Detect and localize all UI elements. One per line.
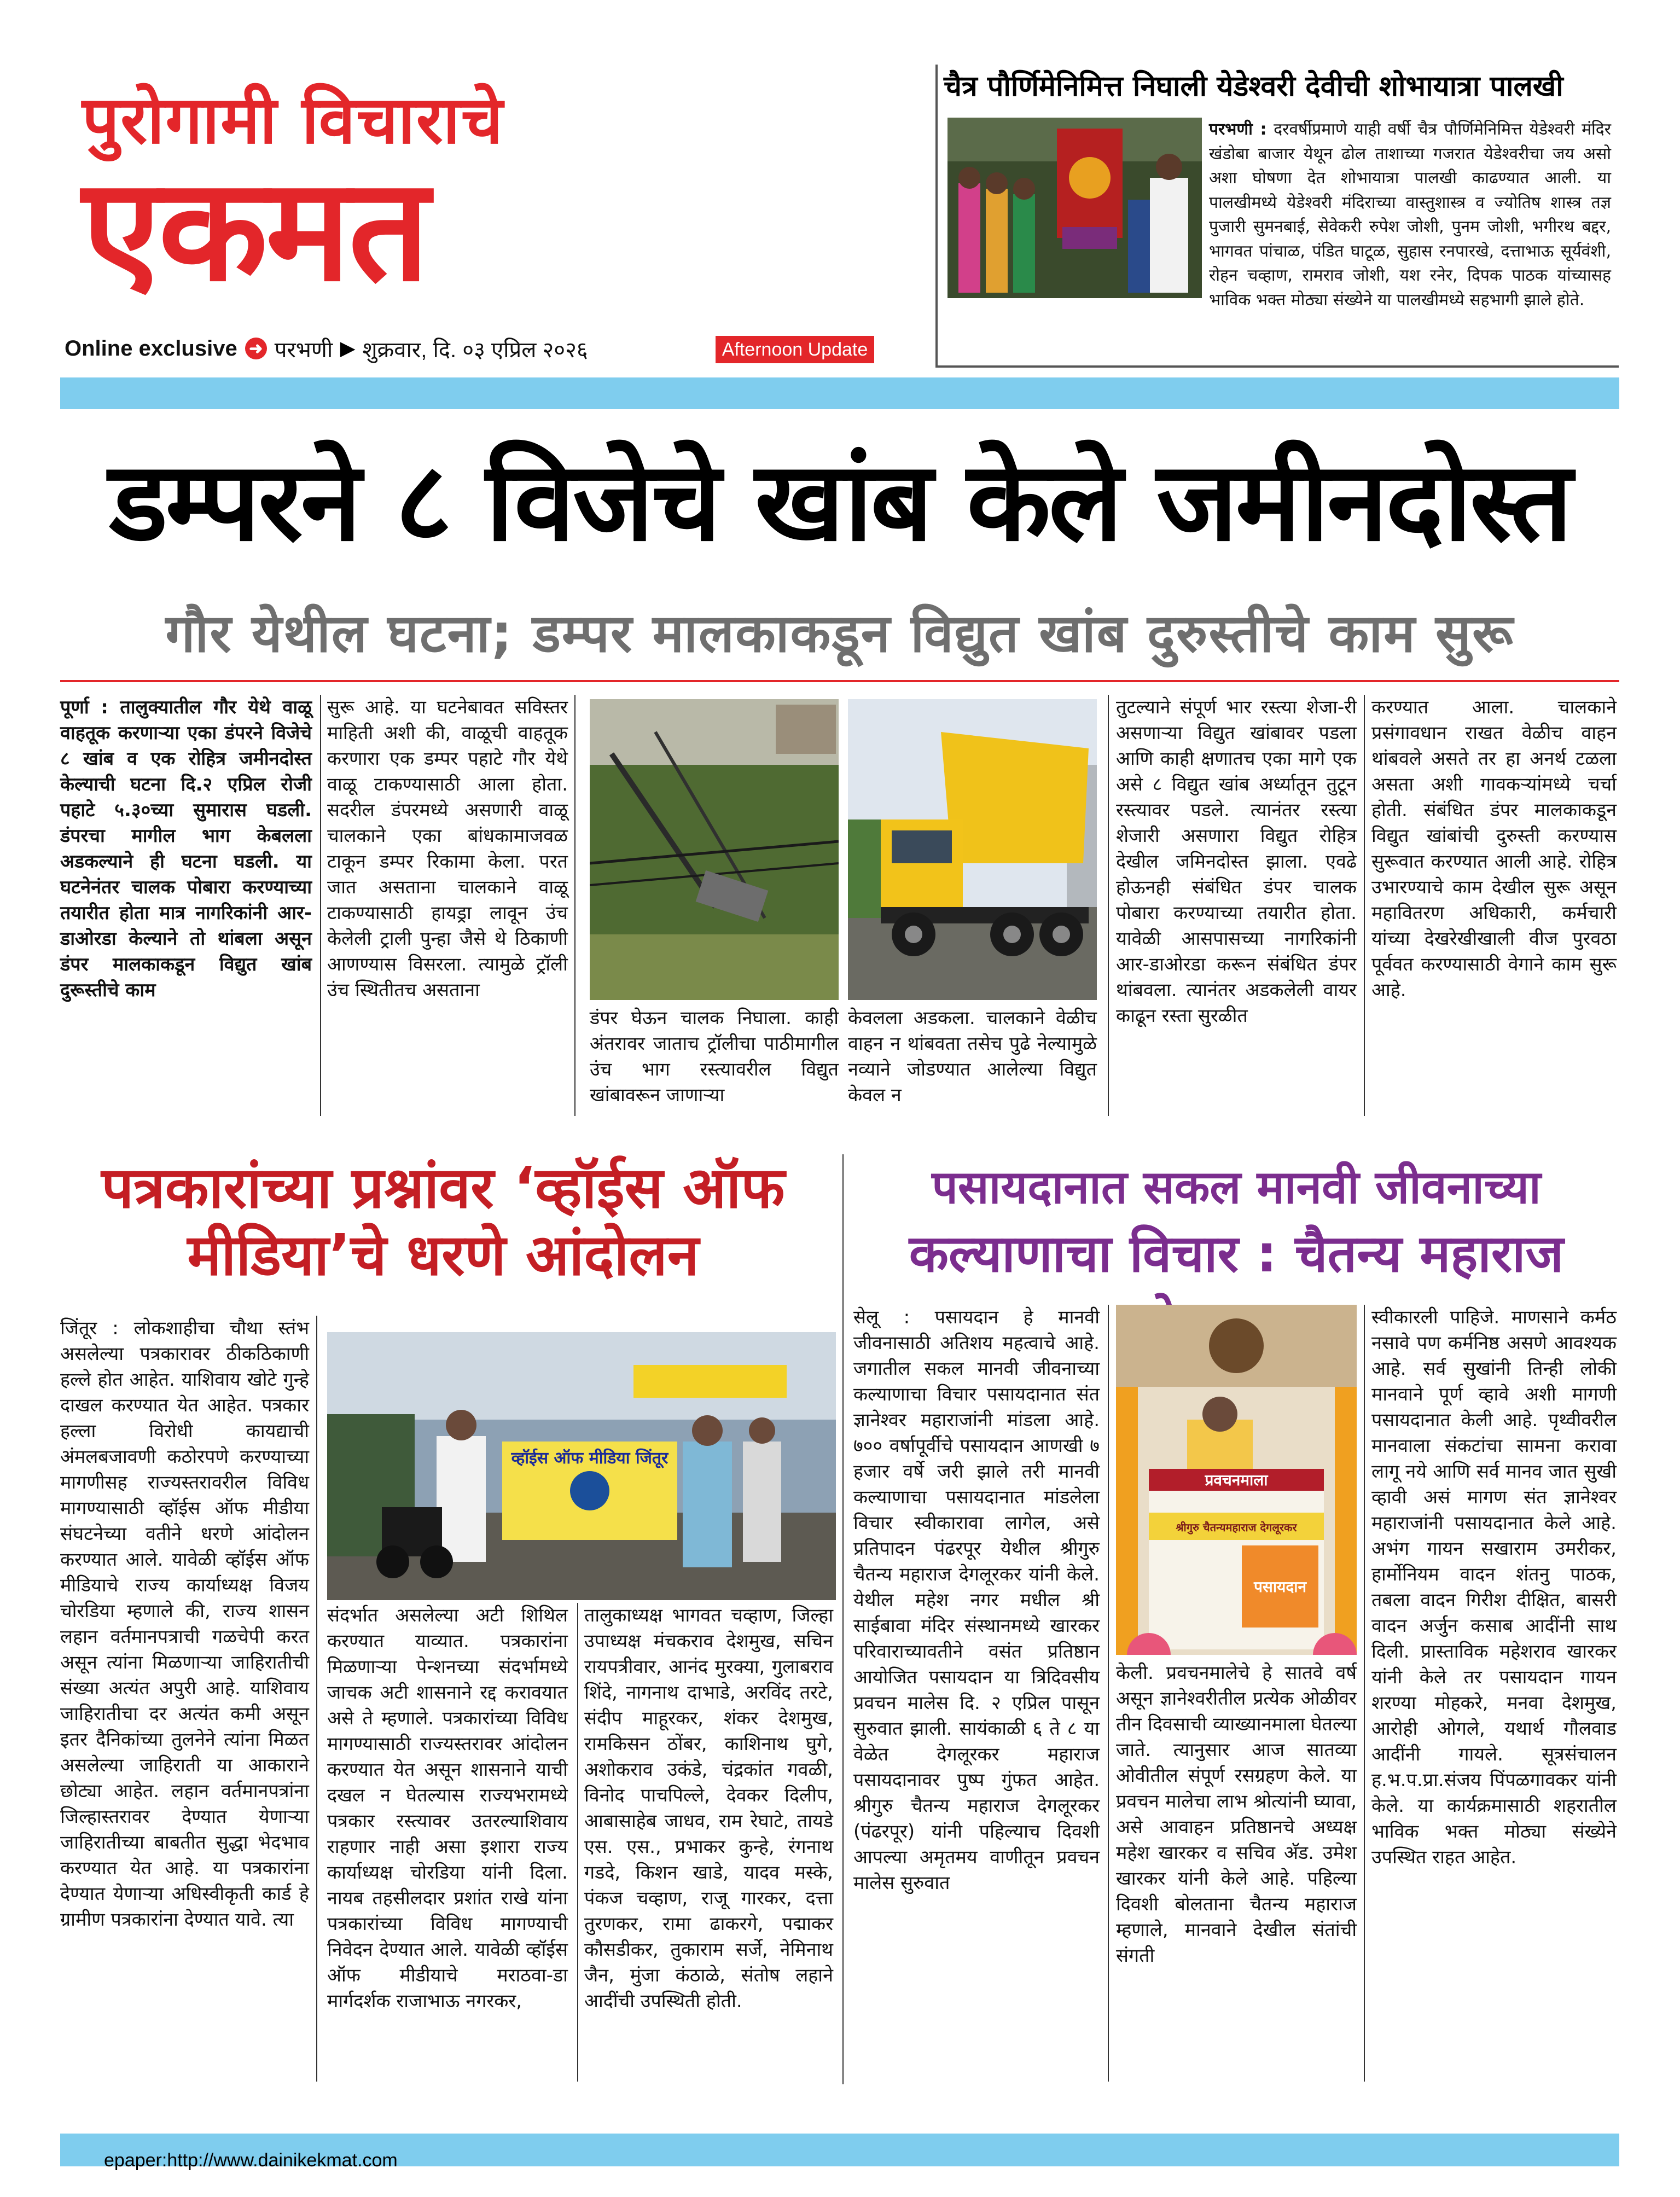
column-rule bbox=[1364, 1305, 1365, 2082]
column-rule bbox=[316, 1316, 317, 2082]
footer-epaper-url[interactable]: epaper:http://www.dainikekmat.com bbox=[104, 2150, 398, 2171]
lead-column-1: पूर्णा : तालुक्यातील गौर येथे वाळू वाहतूक करणाऱ्या एका डंपरने विजेचे ८ खांब व एक रोहित्र जमीनदोस्त केल्याची घटना दि.२ एप्रिल रोजी पहाटे ५.३०च्या सुमारास घडली. डंपरचा मागील भाग केबलला अडकल्याने ही घटना घडली. या घटनेनंतर चालक पोबारा करण्याच्या तयारीत होता मात्र नागरिकांनी आर-डाओरडा केल्याने तो थांबला असून डंपर मालकाकडून विद्युत खांब दुरूस्तीचे काम bbox=[60, 696, 312, 1001]
stage-banner-main: श्रीगुरु चैतन्यमहाराज देगलूरकर bbox=[1176, 1521, 1297, 1534]
stage-banner-top: प्रवचनमाला bbox=[1205, 1471, 1268, 1489]
top-story-dateline: परभणी : bbox=[1209, 120, 1267, 139]
column-rule bbox=[320, 695, 321, 1116]
story2-headline[interactable]: पत्रकारांच्या प्रश्नांवर ‘व्हॉईस ऑफ मीडिया’चे धरणे आंदोलन bbox=[101, 1154, 785, 1288]
masthead-name: एकमत bbox=[82, 146, 428, 313]
story3-column-1: सेलू : पसायदान हे मानवी जीवनासाठी अतिशय महत्वाचे आहे. जगातील सकल मानवी जीवनाच्या कल्याणाचा विचार पसायदानात संत ज्ञानेश्वर महाराजांनी मांडला आहे. ७०० वर्षापूर्वीचे पसायदान आणखी ७ हजार वर्षे जरी झाले तरी मानवी कल्याणाचा पसायदानात मांडलेला विचार स्वीकारावा लागेल, असे प्रतिपादन पंढरपूर येथील श्रीगुरु चैतन्य महाराज देगलूरकर यांनी केले. येथील महेश नगर मधील श्री साईबावा मंदिर संस्थानमध्ये खारकर परिवाराच्यावतीने वसंत प्रतिष्ठान आयोजित पसायदान या त्रिदिवसीय प्रवचन मालेस दि. २ एप्रिल पासून सुरुवात झाली. सायंकाळी ६ ते ८ या वेळेत देगलूरकर महाराज पसायदानावर पुष्प गुंफत आहेत. श्रीगुरु चैतन्य महाराज देगलूरकर (पंढरपूर) यांनी पहिल्याच दिवशी आपल्या अमृतमय वाणीतून प्रवचन मालेस सुरुवात bbox=[853, 1306, 1100, 1894]
story2-column-2: संदर्भात असलेल्या अटी शिथिल करण्यात याव्यात. पत्रकारांना मिळणाऱ्या पेन्शनच्या संदर्भामध्ये जाचक अटी शासनाने रद्द करावयात असे ते म्हणाले. पत्रकारांच्या विविध मागण्यासाठी राज्यस्तरावर आंदोलन करण्यात येत असून शासनाने याची दखल न घेतल्यास राज्यभरामध्ये पत्रकार रस्त्यावर उतरल्याशिवाय राहणार नाही असा इशारा राज्य कार्याध्यक्ष चोरडिया यांनी दिला. नायब तहसीलदार प्रशांत राखे यांना पत्रकारांच्या विविध मागण्याची निवेदन देण्यात आले. यावेळी व्हॉईस ऑफ मीडीयाचे मराठवा-डा मार्गदर्शक राजाभाऊ नगरकर, bbox=[327, 1605, 568, 2012]
dharna-rally-photo bbox=[327, 1332, 836, 1600]
arrow-right-icon: ➜ bbox=[245, 338, 267, 359]
pravachan-stage-photo bbox=[1116, 1305, 1357, 1655]
edition-date: शुक्रवार, दि. ०३ एप्रिल २०२६ bbox=[362, 338, 588, 362]
top-story-text: दरवर्षीप्रमाणे याही वर्षी चैत्र पौर्णिमेनिमित्त येडेश्वरी मंदिर खंडोबा बाजार येथून ढोल ताशाच्या गजरात येडेश्वरीचा जय असो अशा घोषणा देत शोभायात्रा पालखी काढण्यात आली. या पालखीमध्ये येडेश्वरी मंदिराच्या वास्तुशास्त्र व ज्योतिष शास्त्र तज्ञ पुजारी सुमनबाई, सेवेकरी रुपेश जोशी, पुनम जोशी, भगीरथ बद्दर, भागवत पांचाळ, पंडित घाटूळ, सुहास रनपारखे, दत्ताभाऊ सूर्यवंशी, रोहन चव्हाण, रामराव जोशी, यश रनेर, दिपक पाठक यांच्यासह भाविक भक्त मोठ्या संख्येने या पालखीमध्ये सहभागी झाले होते. bbox=[1209, 120, 1611, 310]
column-rule bbox=[1108, 1305, 1109, 2082]
masthead-tagline: पुरोगामी विचाराचे bbox=[82, 82, 504, 159]
story3-column-2: केली. प्रवचनमालेचे हे सातवे वर्ष असून ज्ञानेश्वरीतील प्रत्येक ओळीवर तीन दिवसाची व्याख्यानमाला घेतल्या जाते. त्यानुसार आज सातव्या ओवीतील संपूर्ण रसग्रहण केले. या प्रवचन मालेचा लाभ श्रोत्यांनी घ्यावा, असे आवाहन प्रतिष्ठानचे अध्यक्ष महेश खारकर व सचिव अ‍ॅड. उमेश खारकर यांनी केले आहे. पहिल्या दिवशी बोलताना चैतन्य महाराज म्हणाले, मानवाने देखील संतांची संगती bbox=[1116, 1662, 1357, 1967]
story3-headline-line2: कल्याणाचा विचार : चैतन्य महाराज bbox=[909, 1224, 1564, 1284]
lead-column-5: तुटल्याने संपूर्ण भार रस्त्या शेजा-री असणाऱ्या विद्युत खांबावर पडला आणि काही क्षणातच एका मागे एक असे ८ विद्युत खांब अर्ध्यातून तुटून रस्त्यावर पडले. त्यानंतर रस्त्या शेजारी असणारा विद्युत रोहित्र देखील जमिनदोस्त झाला. एवढे होऊनही संबंधित डंपर चालक पोबारा करण्याच्या तयारीत होता. यावेळी आसपासच्या नागरिकांनी आर-डाओरडा करून संबंधित डंपर थांबवला. त्यानंतर अडकलेली वायर काढून रस्ता सुरळीत bbox=[1116, 696, 1357, 1027]
rally-banner-text: व्हॉईस ऑफ मीडिया जिंतूर bbox=[511, 1449, 668, 1468]
story2-column-3: तालुकाध्यक्ष भागवत चव्हाण, जिल्हा उपाध्यक्ष मंचकराव देशमुख, सचिन रायपत्रीवार, आनंद मुरक्या, गुलाबराव शिंदे, नागनाथ दाभाडे, अरविंद तरटे, संदीप माहूरकर, शंकर देशमुख, रामकिसन ठोंबर, काशिनाथ घुगे, अशोकराव उकंडे, चंद्रकांत गवळी, विनोद पाचपिल्ले, देवकर दिलीप, आबासाहेब जाधव, राम रेघाटे, तायडे एस. एस., प्रभाकर कुन्हे, रंगनाथ गडदे, किशन खाडे, यादव मस्के, पंकज चव्हाण, राजू गारकर, दत्ता तुरणकर, रामा ढाकरगे, पद्माकर कौसडीकर, तुकाराम सर्जे, नेमिनाथ जैन, मुंजा कंठाळे, संतोष लहाने आदींची उपस्थिती होती. bbox=[584, 1605, 833, 2012]
lead-headline[interactable]: डम्परने ८ विजेचे खांब केले जमीनदोस्त bbox=[109, 438, 1571, 566]
story3-column-3: स्वीकारली पाहिजे. माणसाने कर्मठ नसावे पण कर्मनिष्ठ असणे आवश्यक आहे. सर्व सुखांनी तिन्ही लोकी मानवाने पूर्ण व्हावे अशी मागणी पसायदानात केली आहे. पृथ्वीवरील मानवाला संकटांचा सामना करावा लागू नये आणि सर्व मानव जात सुखी व्हावी असं मागण संत ज्ञानेश्वर महाराजांनी पसायदानात केले आहे. अभंग गायन सखाराम उमरीकर, हार्मोनियम वादन शंतनु पाठक, तबला वादन गिरीश दीक्षित, बासरी वादन अर्जुन कसाब आदींनी साथ दिली. प्रास्ताविक महेशराव खारकर यांनी केले तर पसायदान गायन शरण्या मोहकरे, मनवा देशमुख, आरोही ओगले, यथार्थ गौलवाड आदींनी गायले. सूत्रसंचालन ह.भ.प.प्रा.संजय पिंपळगावकर यांनी केले. या कार्यक्रमासाठी शहरातील भाविक भक्त मोठ्या संख्येने उपस्थित राहत आहेत. bbox=[1371, 1306, 1617, 1868]
triangle-right-icon: ▶ bbox=[340, 338, 355, 359]
online-exclusive-label: Online exclusive bbox=[65, 336, 237, 361]
column-rule bbox=[574, 695, 575, 1116]
column-rule bbox=[1108, 695, 1109, 1116]
column-rule bbox=[577, 1603, 578, 2082]
palkhi-procession-photo bbox=[947, 118, 1202, 298]
top-story-title[interactable]: चैत्र पौर्णिमेनिमित्त निघाली येडेश्वरी देवीची शोभायात्रा पालखी bbox=[944, 70, 1563, 103]
section-rule bbox=[842, 1154, 844, 2084]
lead-subheadline: गौर येथील घटना; डम्पर मालकाकडून विद्युत खांब दुरुस्तीचे काम सुरू bbox=[165, 603, 1514, 664]
story2-column-1: जिंतूर : लोकशाहीचा चौथा स्तंभ असलेल्या पत्रकारावर ठीकठिकाणी हल्ले होत आहेत. याशिवाय खोटे गुन्हे दाखल करण्यात येत आहेत. पत्रकार हल्ला विरोधी कायद्याची अंमलबजावणी कठोरपणे करण्याच्या मागणीसह राज्यस्तरावरील विविध मागण्यासाठी व्हॉईस ऑफ मीडीया संघटनेच्या वतीने धरणे आंदोलन करण्यात आले. यावेळी व्हॉईस ऑफ मीडियाचे राज्य कार्याध्यक्ष विजय चोरडिया म्हणाले की, राज्य शासन लहान वर्तमानपत्राची गळचेपी करत असून त्यांना मिळणाऱ्या जाहिरातीची संख्या अत्यंत अपुरी आहे. याशिवाय जाहिरातीचा दर अत्यंत कमी असून इतर दैनिकांच्या तुलनेने त्यांना मिळत असलेल्या जाहिराती या आकाराने छोट्या आहेत. लहान वर्तमानपत्रांना जिल्हास्तरावर देण्यात येणाऱ्या जाहिरातीच्या बाबतीत सुद्धा भेदभाव करण्यात येत आहे. या पत्रकारांना देण्यात येणाऱ्या अधिस्वीकृती कार्ड हे ग्रामीण पत्रकारांना देण्यात यावे. त्या bbox=[60, 1317, 309, 1931]
lead-column-6: करण्यात आला. चालकाने प्रसंगावधान राखत वेळीच वाहन थांबवले असते तर हा अनर्थ टळला असता अशी गावकऱ्यांमध्ये चर्चा होती. संबंधित डंपर मालकाकडून विद्युत खांबांची दुरुस्ती करण्यास सुरूवात करण्यात आली आहे. रोहित्र उभारण्याचे काम देखील सुरू असून महावितरण अधिकारी, कर्मचारी यांच्या देखरेखीखाली वीज पुरवठा पूर्ववत करण्यासाठी वेगाने काम सुरू आहे. bbox=[1371, 696, 1617, 1001]
dumper-truck-photo bbox=[848, 699, 1097, 1000]
edition-city: परभणी bbox=[274, 338, 333, 362]
broken-poles-photo bbox=[590, 699, 839, 1000]
afternoon-update-badge: Afternoon Update bbox=[716, 336, 874, 363]
lead-subhead-rule bbox=[60, 680, 1619, 682]
lead-column-3: डंपर घेऊन चालक निघाला. काही अंतरावर जाताच ट्रॉलीचा पाठीमागील उंच भाग रस्त्यावरील विद्युत खांबावरून जाणाऱ्या bbox=[590, 1007, 839, 1106]
top-divider-bar bbox=[60, 377, 1619, 409]
lead-column-2: सुरू आहे. या घटनेबावत सविस्तर माहिती अशी की, वाळूची वाहतूक करणारा एक डम्पर पहाटे गौर येथे वाळू टाकण्यासाठी आला होता. सदरील डंपरमध्ये असणारी वाळू चालकाने एका बांधकामाजवळ टाकून डम्पर रिकामा केला. परत जात असताना चालकाने वाळू टाकण्यासाठी हायड्रा लावून उंच केलेली ट्राली पुन्हा जैसे थे ठिकाणी आणण्यास विसरला. त्यामुळे ट्रॉली उंच स्थितीतच असताना bbox=[327, 696, 568, 1001]
lead-column-4: केवलला अडकला. चालकाने वेळीच वाहन न थांबवता तसेच पुढे नेल्यामुळे नव्याने जोडण्यात आलेल्या विद्युत केवल न bbox=[848, 1007, 1097, 1106]
story3-headline-line1: पसायदानात सकल मानवी जीवनाच्या bbox=[932, 1160, 1541, 1214]
stage-banner-right: पसायदान bbox=[1254, 1578, 1306, 1596]
column-rule bbox=[1364, 695, 1365, 1116]
